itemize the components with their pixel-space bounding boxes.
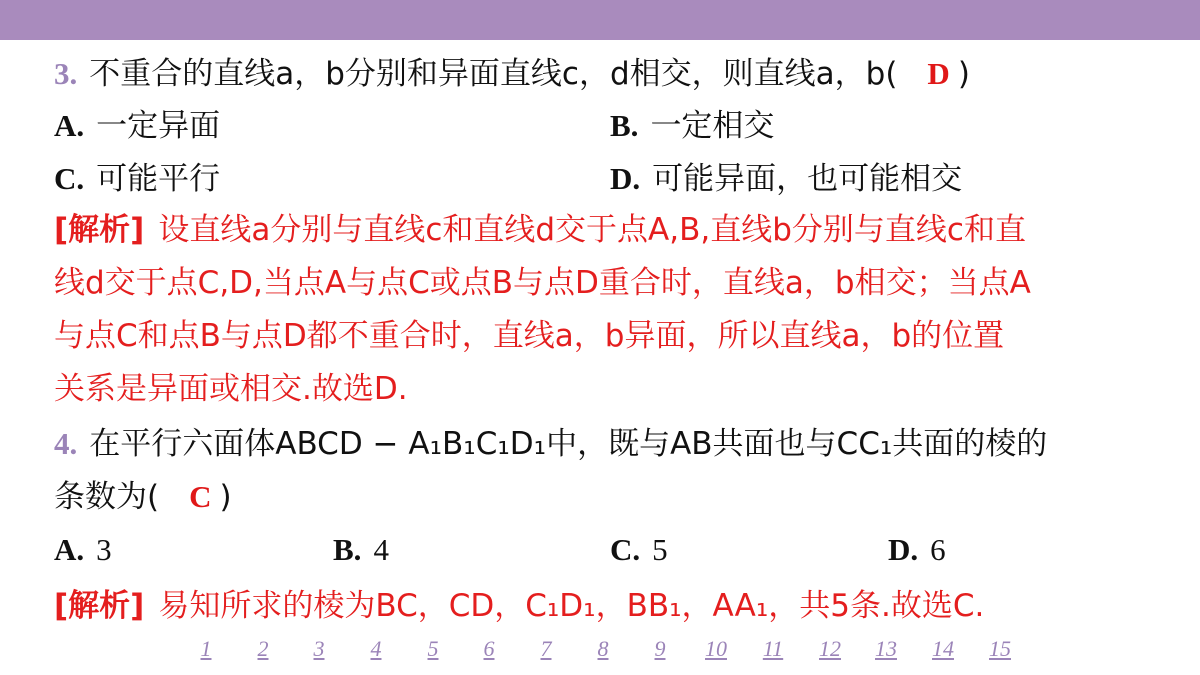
analysis-tag: [解析] <box>54 588 145 624</box>
option-letter: B. <box>610 108 639 143</box>
page-link[interactable]: 14 <box>932 636 954 661</box>
page-link[interactable]: 9 <box>654 636 666 661</box>
question-text-end: ) <box>219 479 232 515</box>
option-a <box>54 106 220 146</box>
page-link[interactable]: 7 <box>540 636 552 661</box>
question-text: 在平行六面体ABCD − A₁B₁C₁D₁中，既与AB共面也与CC₁共面的棱的 <box>89 426 1048 462</box>
page-link[interactable]: 10 <box>705 636 727 661</box>
question-4-stem-line-1 <box>54 424 1047 464</box>
option-text: 6 <box>930 532 946 567</box>
question-text: 不重合的直线a，b分别和异面直线c，d相交，则直线a，b( <box>89 56 898 92</box>
analysis-4 <box>54 580 984 633</box>
option-letter: D. <box>610 161 641 196</box>
analysis-3-line-2: 线d交于点C,D,当点A与点C或点B与点D重合时，直线a，b相交；当点A <box>54 265 1031 301</box>
option-a <box>54 530 112 570</box>
analysis-text: 设直线a分别与直线c和直线d交于点A,B,直线b分别与直线c和直 <box>158 212 1026 248</box>
analysis-3-line-4: 关系是异面或相交.故选D. <box>54 371 408 407</box>
option-letter: B. <box>333 532 362 567</box>
answer-letter: D <box>927 56 950 91</box>
option-letter: A. <box>54 108 85 143</box>
page-link[interactable]: 15 <box>989 636 1011 661</box>
analysis-text: 易知所求的棱为BC，CD，C₁D₁，BB₁，AA₁，共5条.故选C. <box>158 588 985 624</box>
analysis-tag: [解析] <box>54 212 145 248</box>
question-number: 3. <box>54 56 78 91</box>
option-letter: A. <box>54 532 85 567</box>
question-3-stem <box>54 54 970 94</box>
page-link[interactable]: 6 <box>483 636 495 661</box>
option-text: 可能异面，也可能相交 <box>652 161 963 197</box>
page-link[interactable]: 13 <box>875 636 897 661</box>
question-text: 条数为( <box>54 479 160 515</box>
option-d <box>888 530 946 570</box>
page-link[interactable]: 5 <box>427 636 439 661</box>
answer-letter: C <box>189 479 212 514</box>
option-letter: C. <box>610 532 641 567</box>
option-text: 4 <box>373 532 389 567</box>
pagination <box>0 636 1200 666</box>
question-4-stem-line-2 <box>54 477 232 517</box>
option-d <box>610 159 962 199</box>
page-link[interactable]: 8 <box>597 636 609 661</box>
page-link[interactable]: 1 <box>200 636 212 661</box>
page-link[interactable]: 3 <box>313 636 325 661</box>
analysis-3-line-1 <box>54 204 1026 257</box>
option-c <box>610 530 668 570</box>
page-link[interactable]: 12 <box>819 636 841 661</box>
option-text: 一定异面 <box>96 108 221 144</box>
option-b <box>610 106 774 146</box>
option-text: 一定相交 <box>650 108 775 144</box>
analysis-3-line-3: 与点C和点B与点D都不重合时，直线a，b异面，所以直线a，b的位置 <box>54 318 1005 354</box>
option-b <box>333 530 389 570</box>
page-link[interactable]: 11 <box>762 636 784 661</box>
header-bar <box>0 0 1200 40</box>
page-link[interactable]: 2 <box>257 636 269 661</box>
option-letter: C. <box>54 161 85 196</box>
option-text: 可能平行 <box>96 161 221 197</box>
question-text-end: ) <box>957 56 970 92</box>
option-c <box>54 159 220 199</box>
page-link[interactable]: 4 <box>370 636 382 661</box>
option-letter: D. <box>888 532 919 567</box>
question-number: 4. <box>54 426 78 461</box>
option-text: 3 <box>96 532 112 567</box>
option-text: 5 <box>652 532 668 567</box>
